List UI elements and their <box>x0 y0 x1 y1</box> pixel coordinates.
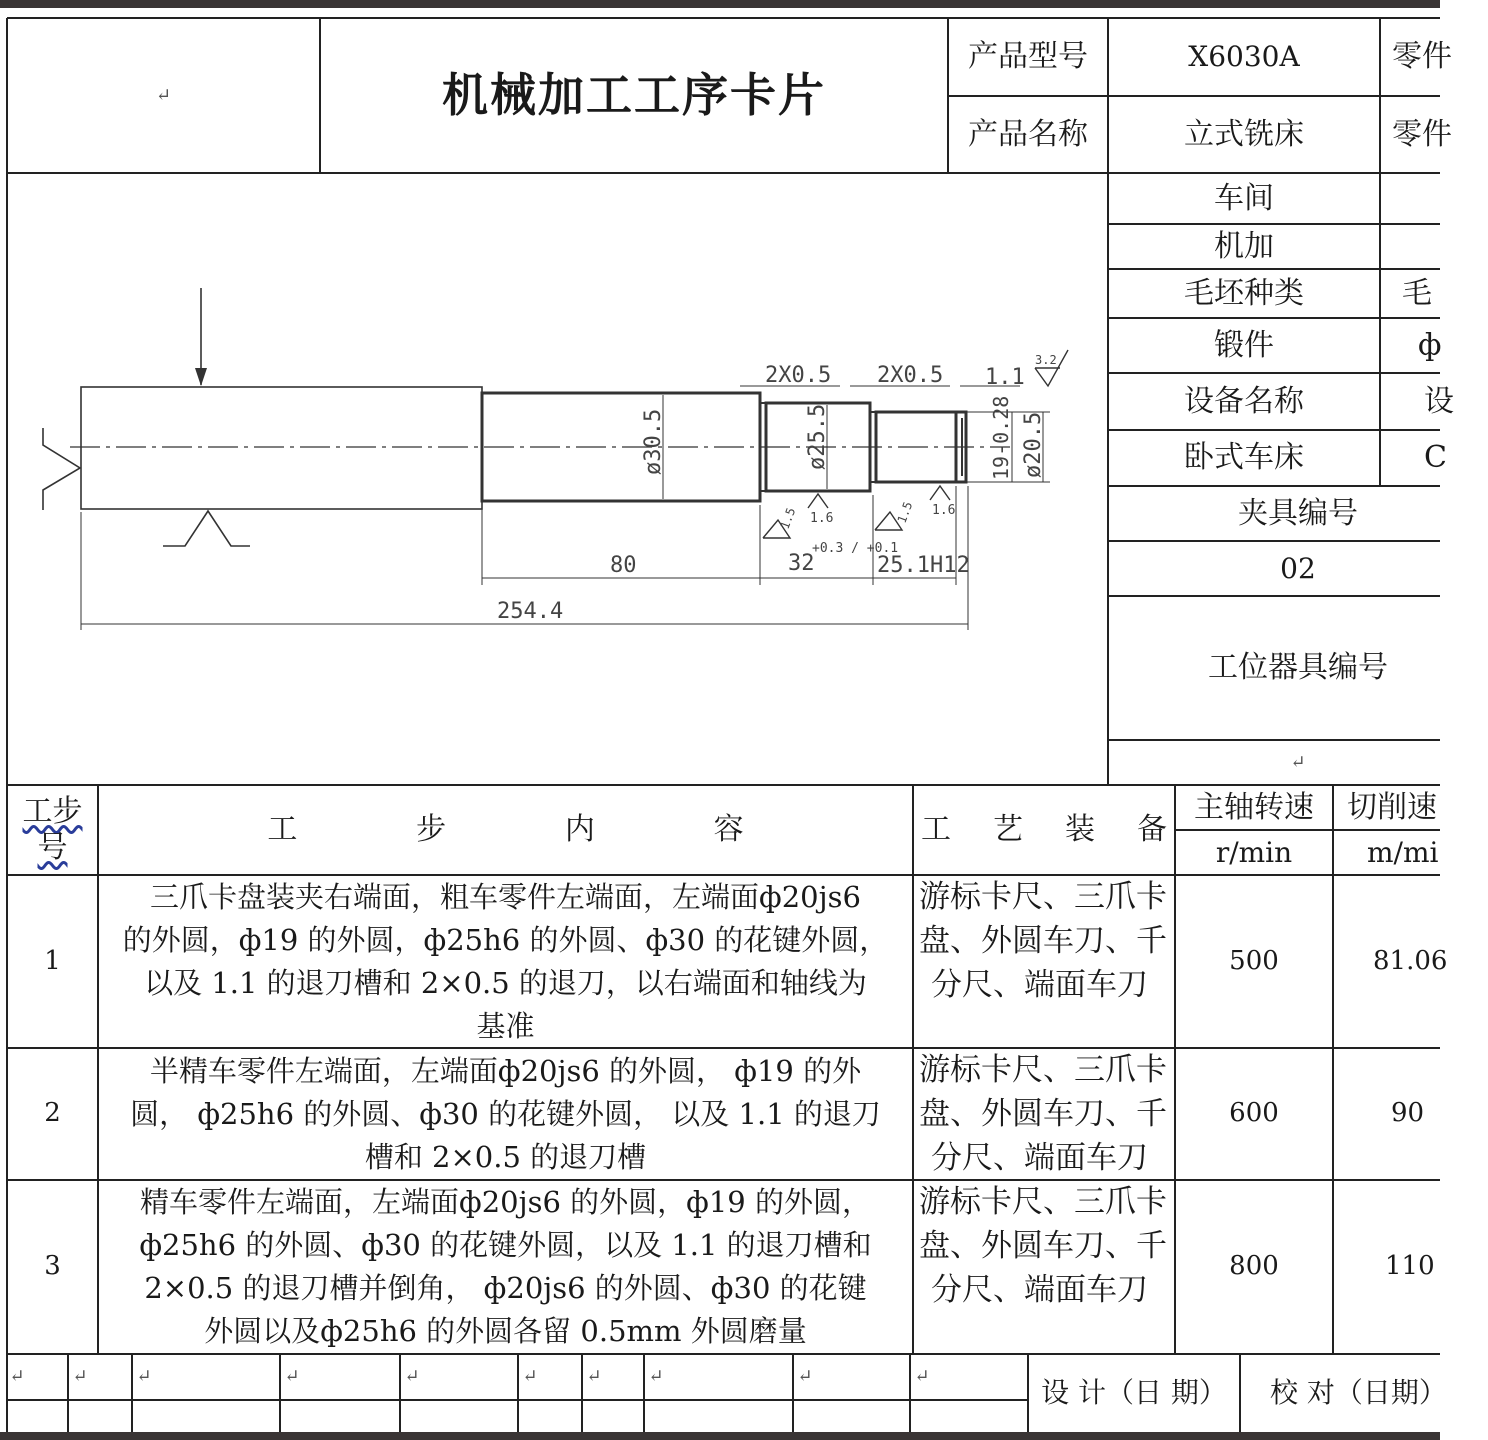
footer-mark-1: ↵ <box>9 1366 25 1388</box>
footer-mark-10: ↵ <box>914 1366 930 1388</box>
row-2-cutting-speed: 90 <box>1391 1098 1425 1129</box>
footer-mark-5: ↵ <box>404 1366 420 1388</box>
col-spindle-speed: 主轴转速 <box>1194 789 1314 825</box>
row-3-step-no: 3 <box>44 1251 61 1282</box>
row-2-content: 半精车零件左端面，左端面ф20js6 的外圆， ф19 的外 圆， ф25h6 的外圆、ф30 的花键外圆， 以及 1.1 的退刀 槽和 2×0.5 的退刀槽 <box>130 1053 881 1174</box>
row-2-spindle-speed: 600 <box>1229 1098 1279 1129</box>
bottom-border-bar <box>0 1432 1440 1440</box>
fixture-no-label: 夹具编号 <box>1238 495 1358 531</box>
product-model-value: X6030A <box>1188 40 1300 74</box>
forging-value: 锻件 <box>1214 327 1274 363</box>
part-label-2: 零件 <box>1392 116 1452 152</box>
dim-32-tol-label: +0.3 / +0.1 <box>812 541 899 556</box>
dim-d25-label: ø25.5 <box>805 403 830 470</box>
check-date-label: 校 对（日期） <box>1270 1376 1447 1410</box>
roughness-symbol-2 <box>930 486 950 500</box>
row-3-spindle-speed: 800 <box>1229 1251 1279 1282</box>
col-equipment: 工 艺 装 备 <box>921 812 1167 847</box>
equipment-name-value: 设 <box>1424 383 1454 419</box>
equipment-name-label: 设备名称 <box>1184 383 1304 419</box>
design-date-label: 设 计（日 期） <box>1041 1376 1227 1410</box>
row-1-content: 三爪卡盘装夹右端面，粗车零件左端面，左端面ф20js6 的外圆，ф19 的外圆，ф25h6 的外圆、ф30 的花键外圆， 以及 1.1 的退刀槽和 2×0.5 的退刀，以右端面和轴线为 基准 <box>122 879 889 1043</box>
col-cutting-speed: 切削速 <box>1347 789 1437 825</box>
lathe-value: 卧式车床 <box>1184 440 1304 475</box>
row-2-step-no: 2 <box>44 1098 61 1129</box>
footer-mark-6: ↵ <box>522 1366 538 1388</box>
footer-mark-4: ↵ <box>284 1366 300 1388</box>
roughness-1-label: 1.6 <box>810 511 834 526</box>
dim-d20-label: ø20.5 <box>1021 411 1046 478</box>
shaft-drawing <box>43 288 1068 630</box>
fixture-no-value: 02 <box>1280 551 1316 585</box>
dim-groove3-label: 1.1 <box>985 365 1025 390</box>
roughness-2-label: 1.6 <box>932 503 956 518</box>
machining-value: 机加 <box>1214 228 1274 264</box>
dim-groove1-label: 2X0.5 <box>765 363 832 388</box>
roughness-top-label: 3.2 <box>1035 353 1057 367</box>
footer-mark-7: ↵ <box>586 1366 602 1388</box>
row-1-spindle-speed: 500 <box>1229 945 1279 976</box>
blank-type-label: 毛坯种类 <box>1184 275 1304 311</box>
col-spindle-unit: r/min <box>1215 835 1293 869</box>
footer-mark-2: ↵ <box>72 1366 88 1388</box>
row-2-equipment: 游标卡尺、三爪卡 盘、外圆车刀、千 分尺、端面车刀 <box>919 1052 1167 1176</box>
dim-25-label: 25.1H12 <box>877 553 970 578</box>
page-title: 机械加工工序卡片 <box>442 67 826 122</box>
blank-type-value: 毛 <box>1402 275 1432 311</box>
product-model-label: 产品型号 <box>968 39 1088 74</box>
shaft-section-left <box>81 387 482 509</box>
dim-d30-label: ø30.5 <box>641 408 666 475</box>
chamfer-2-label: 1.5 <box>894 499 916 526</box>
row-1-cutting-speed: 81.06 <box>1373 945 1448 976</box>
v-block-bottom-symbol <box>163 511 250 546</box>
roughness-symbol-1 <box>808 494 828 508</box>
dim-groove2-label: 2X0.5 <box>877 363 944 388</box>
dim-19-label: 19-0.28 <box>989 395 1013 480</box>
product-name-value: 立式铣床 <box>1184 116 1304 152</box>
col-cutting-speed-unit: m/mi <box>1367 835 1439 869</box>
dim-80-label: 80 <box>610 553 637 578</box>
row-3-cutting-speed: 110 <box>1385 1251 1435 1282</box>
station-tool-no-value: ↵ <box>1290 751 1306 773</box>
workshop-label: 车间 <box>1214 180 1274 216</box>
dim-total-label: 254.4 <box>497 599 564 624</box>
product-name-label: 产品名称 <box>968 116 1088 152</box>
station-tool-no-label: 工位器具编号 <box>1208 650 1388 685</box>
footer-mark-3: ↵ <box>136 1366 152 1388</box>
lathe-extra-value: C <box>1424 440 1447 475</box>
row-3-content: 精车零件左端面，左端面ф20js6 的外圆，ф19 的外圆， ф25h6 的外圆、ф30 的花键外圆，以及 1.1 的退刀槽和 2×0.5 的退刀槽并倒角， ф20js6 的外圆、ф30 的花键 外圆以及ф25h6 的外圆各留 0.5mm 外圆磨量 <box>139 1185 872 1348</box>
footer-mark-9: ↵ <box>797 1366 813 1388</box>
header-blank-cell: ↵ <box>155 84 172 106</box>
chamfer-1-label: 1.5 <box>777 505 799 532</box>
part-label-1: 零件 <box>1392 39 1452 74</box>
col-step-no: 工步 号 <box>22 794 83 865</box>
forging-extra-value: ф <box>1418 327 1442 363</box>
v-block-left-symbol <box>43 428 80 510</box>
col-content: 工 步 内 容 <box>267 812 744 847</box>
row-3-equipment: 游标卡尺、三爪卡 盘、外圆车刀、千 分尺、端面车刀 <box>919 1184 1167 1308</box>
row-1-equipment: 游标卡尺、三爪卡 盘、外圆车刀、千 分尺、端面车刀 <box>919 879 1167 1003</box>
row-1-step-no: 1 <box>44 945 61 976</box>
dim-32-label: 32 <box>788 551 815 576</box>
footer-mark-8: ↵ <box>648 1366 664 1388</box>
